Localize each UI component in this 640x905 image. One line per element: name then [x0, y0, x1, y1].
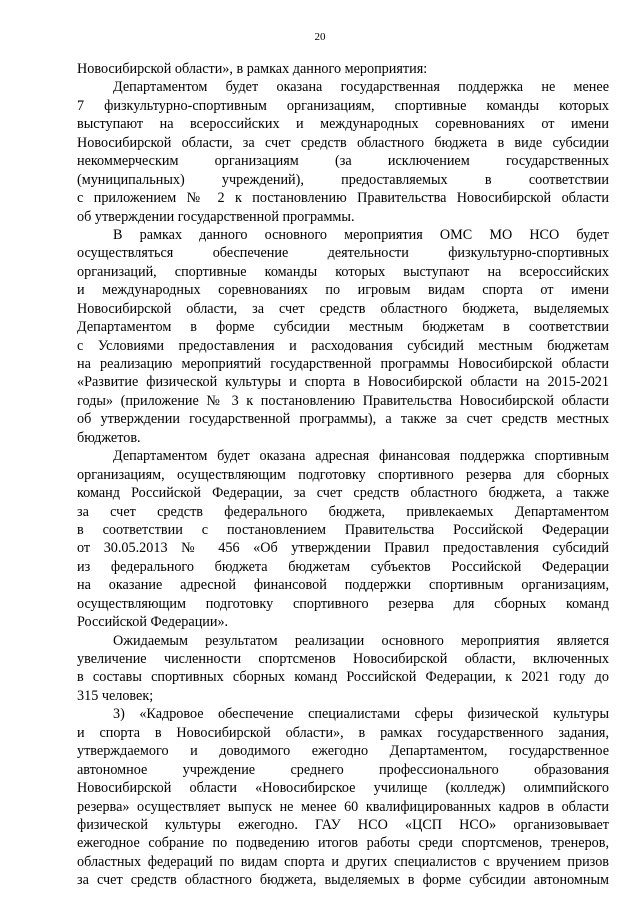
- text-line: 315 человек;: [77, 687, 154, 704]
- text-line: об утверждении государственной программы.: [77, 208, 355, 225]
- text-line: утверждаемого и доводимого ежегодно Департаментом, государственное: [77, 743, 609, 760]
- text-line: 3) «Кадровое обеспечение специалистами сферы физической культуры: [113, 706, 609, 723]
- text-line: за счет средств областного бюджета, выделяемых в форме субсидии автономным: [77, 872, 609, 889]
- text-line: автономное учреждение среднего профессионального образования: [77, 761, 609, 778]
- text-line: и международных соревнованиях по игровым видам спорта от имени: [77, 282, 609, 299]
- text-line: на реализацию мероприятий государственной программы Новосибирской области: [77, 356, 609, 372]
- text-line: физической культуры ежегодно. ГАУ НСО «ЦСП НСО» организовывает: [77, 816, 609, 833]
- text-line: «Развитие физической культуры и спорта в Новосибирской области на 2015-2021: [77, 374, 609, 391]
- page-number: 20: [314, 31, 326, 43]
- text-line: Новосибирской области, за счет средств областного бюджета в виде субсидии: [77, 134, 609, 151]
- text-line: Российской Федерации».: [77, 614, 229, 631]
- text-line: Департаментом будет оказана государственная поддержка не менее: [113, 79, 609, 96]
- text-line: в составы спортивных сборных команд Российской Федерации, к 2021 году до: [77, 669, 609, 686]
- text-line: осуществляющим подготовку спортивного резерва для сборных команд: [77, 595, 609, 612]
- document-body: [77, 60, 609, 890]
- text-line: Департаментом в форме субсидии местным бюджетам в соответствии: [77, 319, 609, 336]
- text-line: и спорта в Новосибирской области», в рамках государственного задания,: [77, 724, 609, 741]
- text-line: некоммерческим организациям (за исключением государственных: [77, 153, 609, 170]
- text-line: из федерального бюджета бюджетам субъектов Российской Федерации: [77, 558, 609, 575]
- text-line: бюджетов.: [77, 429, 141, 446]
- text-line: организациям, осуществляющим подготовку спортивного резерва для сборных: [77, 466, 609, 483]
- text-line: Новосибирской области», в рамках данного мероприятия:: [77, 61, 428, 77]
- text-line: команд Российской Федерации, за счет средств областного бюджета, а также: [77, 485, 609, 502]
- text-line: увеличение численности спортсменов Новосибирской области, включенных: [77, 651, 609, 667]
- text-line: от 30.05.2013 № 456 «Об утверждении Правил предоставления субсидий: [77, 540, 609, 557]
- text-line: на оказание адресной финансовой поддержки спортивным организациям,: [77, 577, 609, 594]
- text-line: резерва» осуществляет выпуск не менее 60 квалифицированных кадров в области: [77, 798, 609, 815]
- text-line: с Условиями предоставления и расходования субсидий местным бюджетам: [77, 337, 609, 354]
- text-line: за счет средств федерального бюджета, привлекаемых Департаментом: [77, 503, 609, 520]
- text-line: об утверждении государственной программы), а также за счет средств местных: [77, 411, 609, 428]
- text-line: Новосибирской области «Новосибирское училище (колледж) олимпийского: [77, 780, 609, 797]
- text-line: осуществляться обеспечение деятельности физкультурно-спортивных: [77, 245, 609, 262]
- text-line: В рамках данного основного мероприятия ОМС МО НСО будет: [113, 226, 609, 243]
- text-line: с приложением № 2 к постановлению Правительства Новосибирской области: [77, 190, 609, 207]
- text-line: выступают на всероссийских и международных соревнованиях от имени: [77, 116, 609, 133]
- text-line: в соответствии с постановлением Правительства Российской Федерации: [77, 521, 609, 538]
- text-line: (муниципальных) учреждений), предоставляемых в соответствии: [77, 171, 609, 188]
- text-line: годы» (приложение № 3 к постановлению Правительства Новосибирской области: [77, 392, 609, 409]
- text-line: ежегодное собрание по подведению итогов работы среди спортсменов, тренеров,: [77, 835, 609, 852]
- text-line: областных федераций по видам спорта и других специалистов с вручением призов: [77, 853, 609, 870]
- text-line: Департаментом будет оказана адресная финансовая поддержка спортивным: [113, 448, 609, 465]
- text-line: организаций, спортивные команды которых выступают на всероссийских: [77, 263, 609, 280]
- text-line: Ожидаемым результатом реализации основного мероприятия является: [113, 632, 609, 649]
- text-line: Новосибирской области, за счет средств областного бюджета, выделяемых: [77, 300, 609, 317]
- text-line: 7 физкультурно-спортивным организациям, спортивные команды которых: [77, 97, 609, 114]
